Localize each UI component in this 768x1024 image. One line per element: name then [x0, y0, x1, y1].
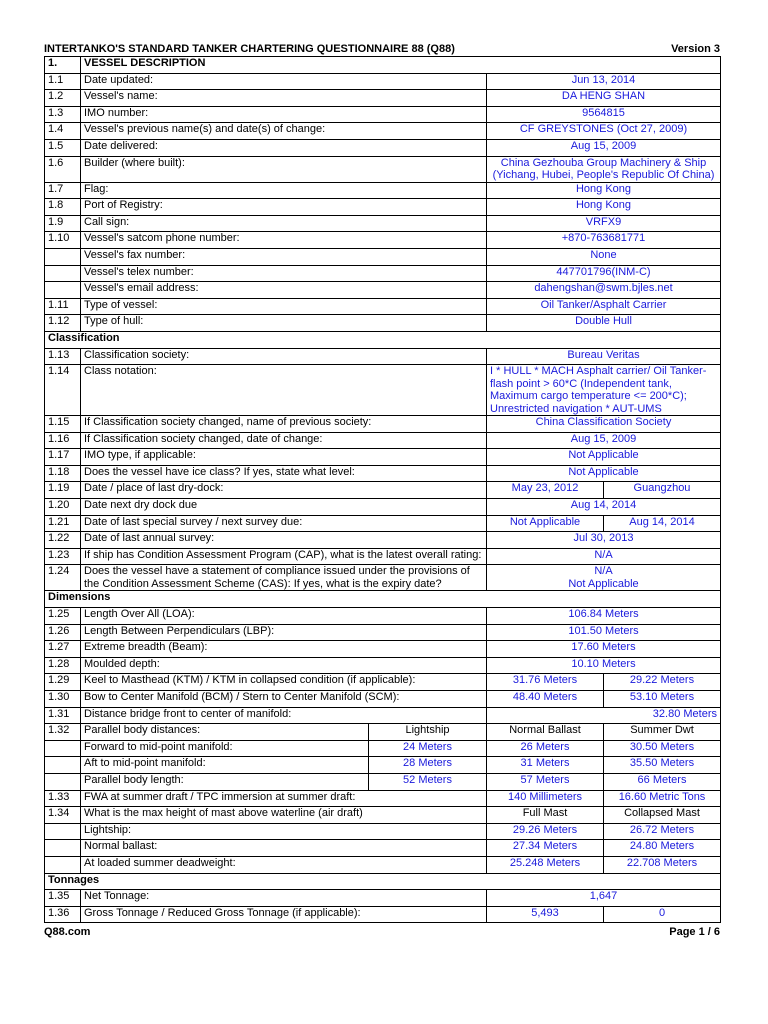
row-date-delivered: 1.5 Date delivered: Aug 15, 2009 — [45, 139, 721, 156]
row-imo-type: 1.17 IMO type, if applicable: Not Applicable — [45, 449, 721, 466]
row-parallel-body-length: Parallel body length: 52 Meters 57 Meters 66 Meters — [45, 773, 721, 790]
row-previous-society: 1.15 If Classification society changed, name of previous society: China Classification Society — [45, 416, 721, 433]
value-dry-dock-place: Guangzhou — [604, 482, 721, 499]
row-date-updated: 1.1 Date updated: Jun 13, 2014 — [45, 73, 721, 90]
section-dimensions: Dimensions — [45, 591, 721, 608]
row-air-draft-header: 1.34 What is the max height of mast above waterline (air draft) Full Mast Collapsed Mast — [45, 807, 721, 824]
row-flag: 1.7 Flag: Hong Kong — [45, 182, 721, 199]
row-port-of-registry: 1.8 Port of Registry: Hong Kong — [45, 199, 721, 216]
row-next-dry-dock: 1.20 Date next dry dock due Aug 14, 2014 — [45, 499, 721, 516]
value-classification-society: Bureau Veritas — [487, 348, 721, 365]
row-air-draft-summer-dwt: At loaded summer deadweight: 25.248 Meters 22.708 Meters — [45, 856, 721, 873]
value-ice-class: Not Applicable — [487, 465, 721, 482]
value-imo-type: Not Applicable — [487, 449, 721, 466]
row-ktm: 1.29 Keel to Masthead (KTM) / KTM in collapsed condition (if applicable): 31.76 Meters 29.22 Meters — [45, 674, 721, 691]
value-class-notation: I * HULL * MACH Asphalt carrier/ Oil Tanker- flash point > 60*C (Independent tank, Maximum cargo temperature <= 200*C); Unrestricted navigation * AUT-UMS — [487, 365, 721, 416]
value-next-dry-dock: Aug 14, 2014 — [487, 499, 721, 516]
row-classification-society: 1.13 Classification society: Bureau Veritas — [45, 348, 721, 365]
row-ice-class: 1.18 Does the vessel have ice class? If yes, state what level: Not Applicable — [45, 465, 721, 482]
row-previous-names: 1.4 Vessel's previous name(s) and date(s) of change: CF GREYSTONES (Oct 27, 2009) — [45, 123, 721, 140]
row-bridge-to-manifold: 1.31 Distance bridge front to center of manifold: 32.80 Meters — [45, 707, 721, 724]
value-gross-tonnage: 5,493 — [487, 906, 604, 923]
row-type-of-vessel: 1.11 Type of vessel: Oil Tanker/Asphalt Carrier — [45, 298, 721, 315]
row-last-dry-dock: 1.19 Date / place of last dry-dock: May 23, 2012 Guangzhou — [45, 482, 721, 499]
row-fwa-tpc: 1.33 FWA at summer draft / TPC immersion at summer draft: 140 Millimeters 16.60 Metric Tons — [45, 790, 721, 807]
value-date-updated: Jun 13, 2014 — [487, 73, 721, 90]
row-gross-tonnage: 1.36 Gross Tonnage / Reduced Gross Tonnage (if applicable): 5,493 0 — [45, 906, 721, 923]
row-parallel-body-header: 1.32 Parallel body distances: Lightship Normal Ballast Summer Dwt — [45, 724, 721, 741]
row-forward-to-manifold: Forward to mid-point manifold: 24 Meters 26 Meters 30.50 Meters — [45, 740, 721, 757]
value-previous-society: China Classification Society — [487, 416, 721, 433]
row-imo-number: 1.3 IMO number: 9564815 — [45, 106, 721, 123]
value-bcm: 48.40 Meters — [487, 691, 604, 708]
row-telex-number: Vessel's telex number: 447701796(INM-C) — [45, 265, 721, 282]
section-classification: Classification — [45, 331, 721, 348]
row-annual-survey: 1.22 Date of last annual survey: Jul 30, 2013 — [45, 532, 721, 549]
value-email-address: dahengshan@swm.bjles.net — [487, 282, 721, 299]
value-port-of-registry: Hong Kong — [487, 199, 721, 216]
value-bridge-to-manifold: 32.80 Meters — [487, 707, 721, 724]
value-ktm-collapsed: 29.22 Meters — [604, 674, 721, 691]
value-call-sign: VRFX9 — [487, 215, 721, 232]
row-vessel-name: 1.2 Vessel's name: DA HENG SHAN — [45, 90, 721, 107]
row-lbp: 1.26 Length Between Perpendiculars (LBP): 101.50 Meters — [45, 624, 721, 641]
value-net-tonnage: 1,647 — [487, 890, 721, 907]
value-date-delivered: Aug 15, 2009 — [487, 139, 721, 156]
value-fwa: 140 Millimeters — [487, 790, 604, 807]
document-title: INTERTANKO'S STANDARD TANKER CHARTERING QUESTIONNAIRE 88 (Q88) — [44, 43, 455, 55]
value-type-of-vessel: Oil Tanker/Asphalt Carrier — [487, 298, 721, 315]
page-footer — [44, 925, 720, 939]
value-ktm: 31.76 Meters — [487, 674, 604, 691]
row-type-of-hull: 1.12 Type of hull: Double Hull — [45, 315, 721, 332]
value-previous-names: CF GREYSTONES (Oct 27, 2009) — [487, 123, 721, 140]
row-builder: 1.6 Builder (where built): China Gezhouba Group Machinery & Ship (Yichang, Hubei, People's Republic Of China) — [45, 156, 721, 182]
row-bcm-scm: 1.30 Bow to Center Manifold (BCM) / Stern to Center Manifold (SCM): 48.40 Meters 53.10 Meters — [45, 691, 721, 708]
value-satcom-phone: +870-763681771 — [487, 232, 721, 249]
section-vessel-description: 1. VESSEL DESCRIPTION — [45, 57, 721, 74]
value-next-survey-due: Aug 14, 2014 — [604, 515, 721, 532]
row-moulded-depth: 1.28 Moulded depth: 10.10 Meters — [45, 657, 721, 674]
questionnaire-table — [44, 56, 721, 923]
page-header — [44, 42, 720, 56]
row-air-draft-lightship: Lightship: 29.26 Meters 26.72 Meters — [45, 823, 721, 840]
row-loa: 1.25 Length Over All (LOA): 106.84 Meters — [45, 608, 721, 625]
value-type-of-hull: Double Hull — [487, 315, 721, 332]
row-aft-to-manifold: Aft to mid-point manifold: 28 Meters 31 Meters 35.50 Meters — [45, 757, 721, 774]
row-special-survey: 1.21 Date of last special survey / next survey due: Not Applicable Aug 14, 2014 — [45, 515, 721, 532]
value-scm: 53.10 Meters — [604, 691, 721, 708]
value-reduced-gross-tonnage: 0 — [604, 906, 721, 923]
row-class-notation: 1.14 Class notation: I * HULL * MACH Asphalt carrier/ Oil Tanker- flash point > 60*C (Independent tank, Maximum cargo temperature <= 200*C); Unrestricted navigation * AUT-UMS — [45, 365, 721, 416]
row-beam: 1.27 Extreme breadth (Beam): 17.60 Meters — [45, 641, 721, 658]
value-vessel-name: DA HENG SHAN — [487, 90, 721, 107]
value-loa: 106.84 Meters — [487, 608, 721, 625]
row-cas-statement: 1.24 Does the vessel have a statement of compliance issued under the provisions of the Condition Assessment Scheme (CAS): If yes, what is the expiry date? N/A Not Applicable — [45, 565, 721, 591]
row-call-sign: 1.9 Call sign: VRFX9 — [45, 215, 721, 232]
value-imo-number: 9564815 — [487, 106, 721, 123]
value-fax-number: None — [487, 248, 721, 265]
row-air-draft-normal-ballast: Normal ballast: 27.34 Meters 24.80 Meters — [45, 840, 721, 857]
value-flag: Hong Kong — [487, 182, 721, 199]
document-page — [44, 42, 720, 939]
value-moulded-depth: 10.10 Meters — [487, 657, 721, 674]
value-annual-survey: Jul 30, 2013 — [487, 532, 721, 549]
row-net-tonnage: 1.35 Net Tonnage: 1,647 — [45, 890, 721, 907]
value-dry-dock-date: May 23, 2012 — [487, 482, 604, 499]
page-number: Page 1 / 6 — [669, 926, 720, 939]
section-tonnages: Tonnages — [45, 873, 721, 890]
value-builder: China Gezhouba Group Machinery & Ship (Yichang, Hubei, People's Republic Of China) — [487, 156, 721, 182]
row-cap-rating: 1.23 If ship has Condition Assessment Program (CAP), what is the latest overall rating: N/A — [45, 548, 721, 565]
value-beam: 17.60 Meters — [487, 641, 721, 658]
value-last-special-survey: Not Applicable — [487, 515, 604, 532]
version-label: Version 3 — [671, 43, 720, 55]
value-cas-statement: N/A Not Applicable — [487, 565, 721, 591]
footer-site[interactable]: Q88.com — [44, 926, 91, 939]
value-lbp: 101.50 Meters — [487, 624, 721, 641]
value-society-change-date: Aug 15, 2009 — [487, 432, 721, 449]
row-fax-number: Vessel's fax number: None — [45, 248, 721, 265]
row-satcom-phone: 1.10 Vessel's satcom phone number: +870-763681771 — [45, 232, 721, 249]
row-email-address: Vessel's email address: dahengshan@swm.bjles.net — [45, 282, 721, 299]
value-tpc: 16.60 Metric Tons — [604, 790, 721, 807]
value-telex-number: 447701796(INM-C) — [487, 265, 721, 282]
row-society-change-date: 1.16 If Classification society changed, date of change: Aug 15, 2009 — [45, 432, 721, 449]
value-cap-rating: N/A — [487, 548, 721, 565]
